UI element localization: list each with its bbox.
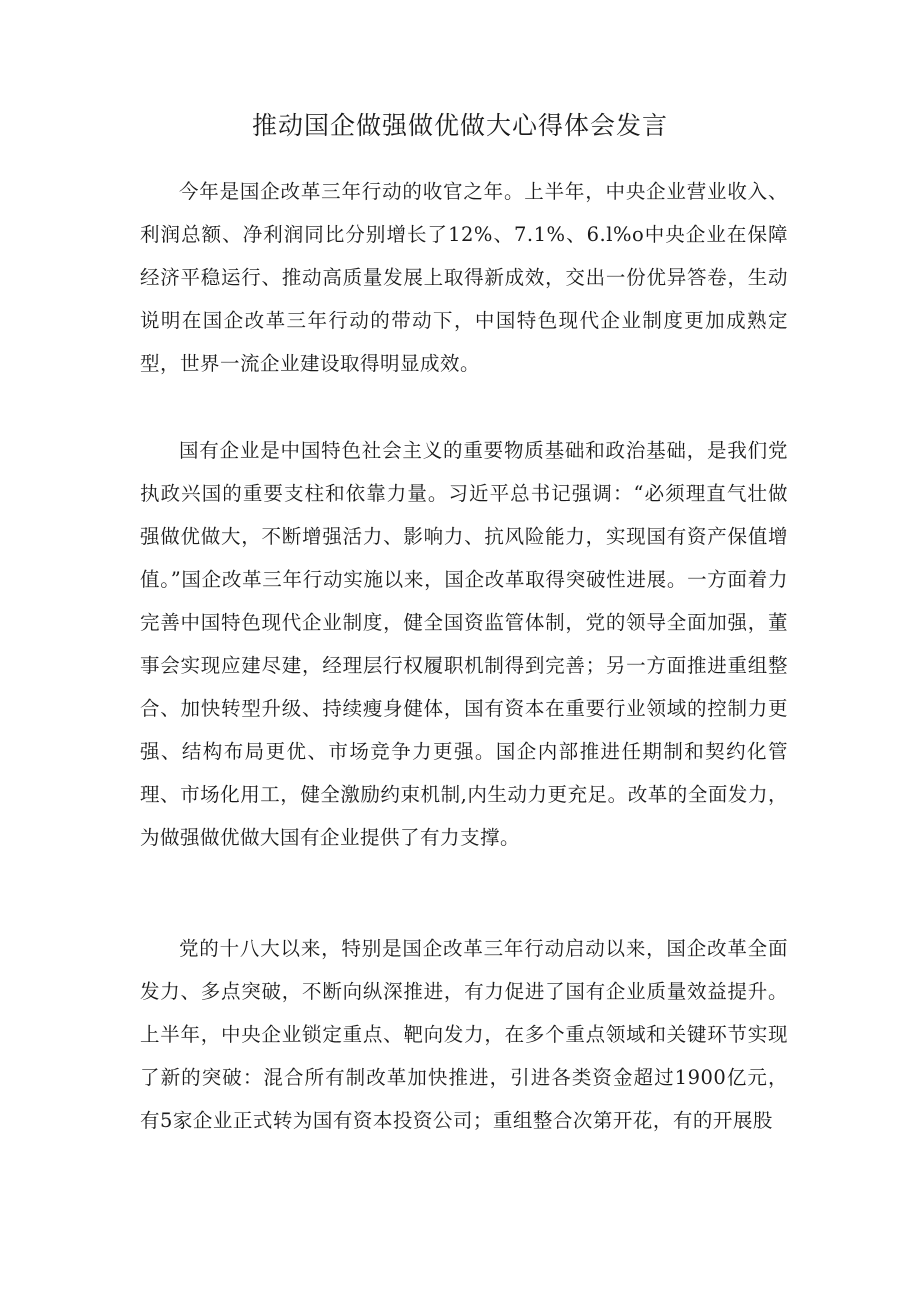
paragraph-3: 党的十八大以来，特别是国企改革三年行动启动以来，国企改革全面发力、多点突破，不断向纵深推进，有力促进了国有企业质量效益提升。上半年，中央企业锁定重点、靶向发力，在多个重点领域和关键环节实现了新的突破：混合所有制改革加快推进，引进各类资金超过1900亿元，有5家企业正式转为国有资本投资公司；重组整合次第开花，有的开展股: [140, 937, 788, 1132]
paragraph-2: 国有企业是中国特色社会主义的重要物质基础和政治基础，是我们党执政兴国的重要支柱和依靠力量。习近平总书记强调：“必须理直气壮做强做优做大，不断增强活力、影响力、抗风险能力，实现国有资产保值增值。”国企改革三年行动实施以来，国企改革取得突破性进展。一方面着力完善中国特色现代企业制度，健全国资监管体制，党的领导全面加强，董事会实现应建尽建，经理层行权履职机制得到完善；另一方面推进重组整合、加快转型升级、持续瘦身健体，国有资本在重要行业领域的控制力更强、结构布局更优、市场竞争力更强。国企内部推进任期制和契约化管理、市场化用工，健全激励约束机制,内生动力更充足。改革的全面发力，为做强做优做大国有企业提供了有力支撑。: [140, 439, 788, 849]
paragraph-1: 今年是国企改革三年行动的收官之年。上半年，中央企业营业收入、利润总额、净利润同比分别增长了12%、7.1%、6.l%o中央企业在保障经济平稳运行、推动高质量发展上取得新成效，交出一份优异答卷，生动说明在国企改革三年行动的带动下，中国特色现代企业制度更加成熟定型，世界一流企业建设取得明显成效。: [140, 180, 788, 375]
document-title: 推动国企做强做优做大心得体会发言: [251, 111, 668, 140]
